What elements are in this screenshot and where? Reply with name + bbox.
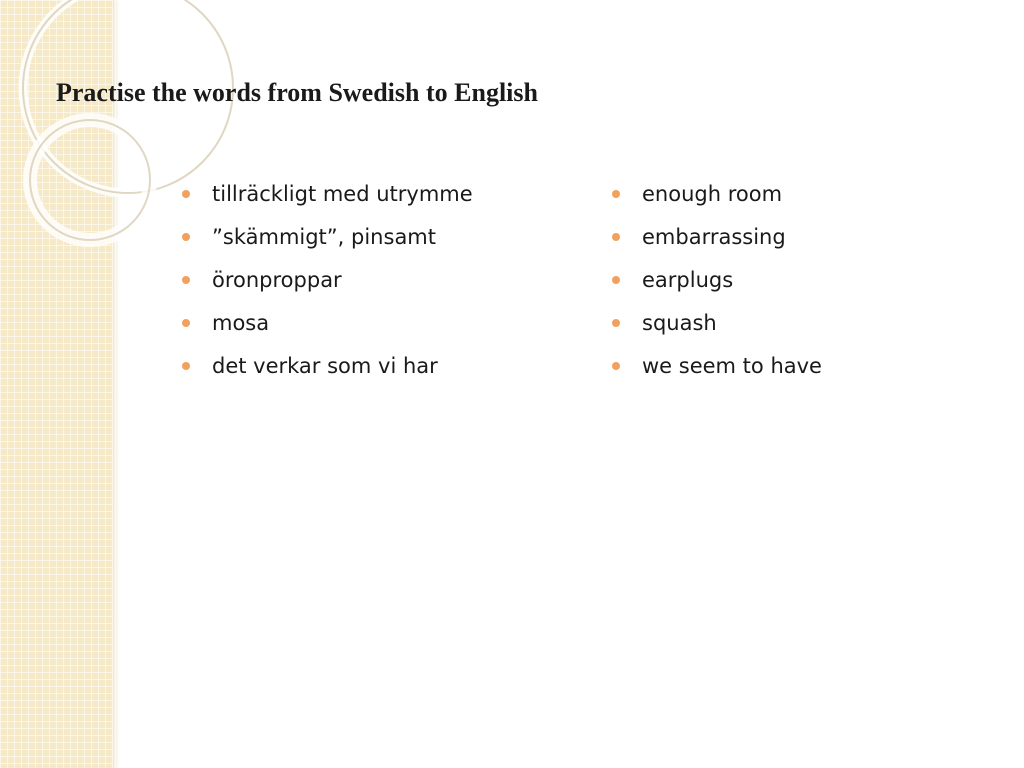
bullet-icon [182,190,190,198]
bullet-icon [182,362,190,370]
bullet-icon [612,190,620,198]
list-item [612,352,822,395]
bullet-icon [612,362,620,370]
bullet-icon [182,319,190,327]
swedish-word: det verkar som vi har [212,354,438,378]
swedish-word: mosa [212,311,270,335]
english-word: earplugs [642,268,734,292]
list-item [612,223,822,266]
english-word: enough room [642,182,783,206]
bullet-icon [612,319,620,327]
bullet-icon [182,233,190,241]
list-item [182,180,473,223]
list-item [182,309,473,352]
swedish-word: tillräckligt med utrymme [212,182,473,206]
list-item [612,180,822,223]
english-word: embarrassing [642,225,786,249]
list-item [612,309,822,352]
bullet-icon [612,233,620,241]
swedish-word: öronproppar [212,268,342,292]
swedish-word: ”skämmigt”, pinsamt [212,225,436,249]
swedish-word-list [182,180,473,395]
decorative-rings [0,0,200,260]
list-item [182,352,473,395]
slide-title: Practise the words from Swedish to English [56,78,538,107]
english-word-list [612,180,822,395]
list-item [612,266,822,309]
english-word: squash [642,311,717,335]
list-item [182,266,473,309]
bullet-icon [182,276,190,284]
bullet-icon [612,276,620,284]
english-word: we seem to have [642,354,822,378]
list-item [182,223,473,266]
